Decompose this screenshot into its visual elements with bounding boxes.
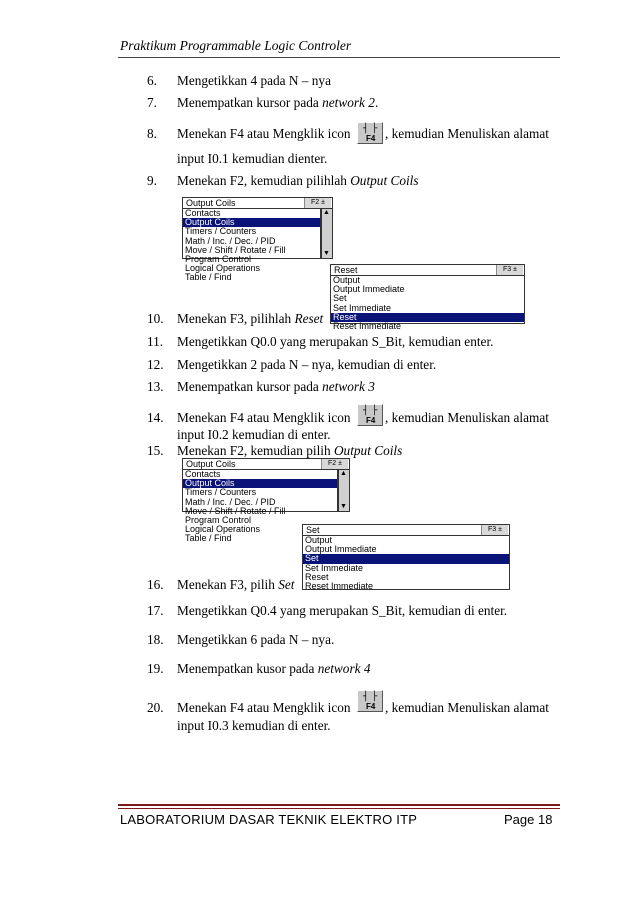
step-16 bbox=[147, 577, 294, 593]
dropdown-option[interactable]: Table / Find bbox=[185, 533, 232, 544]
step-9 bbox=[147, 173, 419, 189]
dropdown-options[interactable] bbox=[182, 208, 321, 283]
dropdown-option[interactable]: Math / Inc. / Dec. / PID bbox=[185, 235, 276, 246]
dropdown-value: Output Coils bbox=[186, 459, 236, 469]
dropdown-option[interactable]: Set Immediate bbox=[305, 562, 364, 573]
step-number: 17. bbox=[147, 603, 164, 618]
step-19 bbox=[147, 661, 371, 677]
f4-label: F4 bbox=[366, 416, 376, 425]
step-text: Menekan F4 atau Mengklik icon bbox=[177, 700, 351, 715]
instruction-category-dropdown[interactable] bbox=[182, 197, 333, 283]
dropdown-option[interactable]: Reset bbox=[331, 313, 524, 322]
step-text: Menekan F4 atau Mengklik icon bbox=[177, 410, 351, 425]
step-8 bbox=[147, 126, 351, 142]
step-14 bbox=[147, 410, 351, 426]
dropdown-option[interactable]: Output bbox=[305, 535, 333, 545]
step-emphasis: Output Coils bbox=[333, 443, 403, 458]
dropdown-option[interactable]: Reset Immediate bbox=[305, 580, 374, 591]
step-20-after: , kemudian Menuliskan alamat bbox=[385, 700, 549, 715]
step-text: Mengetikkan Q0.4 yang merupakan S_Bit, kemudian di enter. bbox=[177, 603, 508, 618]
footer-divider bbox=[118, 804, 560, 806]
step-8-after: , kemudian Menuliskan alamat bbox=[385, 126, 549, 141]
step-17 bbox=[147, 603, 507, 619]
dropdown-option[interactable]: Set Immediate bbox=[333, 302, 392, 313]
step-number: 12. bbox=[147, 357, 164, 372]
scrollbar[interactable] bbox=[321, 208, 333, 259]
dropdown-option[interactable]: Output bbox=[333, 275, 361, 285]
dropdown-option[interactable]: Math / Inc. / Dec. / PID bbox=[185, 496, 276, 507]
step-emphasis: network 2 bbox=[322, 95, 375, 110]
dropdown-fkey: F3 ± bbox=[481, 525, 508, 535]
step-text: Menekan F3, pilih bbox=[177, 577, 279, 592]
step-emphasis: Output Coils bbox=[350, 173, 419, 188]
dropdown-option[interactable]: Move / Shift / Rotate / Fill bbox=[185, 505, 286, 516]
step-text: Menekan F3, pilihlah bbox=[177, 311, 295, 326]
step-number: 14. bbox=[147, 410, 164, 425]
contact-symbol: ┤ ├ bbox=[363, 406, 377, 416]
step-20 bbox=[147, 700, 351, 716]
step-text: Menempatkan kursor pada bbox=[177, 95, 323, 110]
step-7 bbox=[147, 95, 378, 111]
dropdown-option[interactable]: Set bbox=[303, 554, 509, 563]
step-14-after: , kemudian Menuliskan alamat bbox=[385, 410, 549, 425]
dropdown-option[interactable]: Program Control bbox=[185, 514, 252, 525]
scroll-up-icon[interactable]: ▲ bbox=[323, 209, 330, 216]
contact-symbol: ┤ ├ bbox=[363, 692, 377, 702]
step-11 bbox=[147, 334, 493, 350]
f4-label: F4 bbox=[366, 702, 376, 711]
step-number: 11. bbox=[147, 334, 164, 349]
dropdown-option[interactable]: Timers / Counters bbox=[185, 226, 257, 237]
dropdown-option[interactable]: Reset Immediate bbox=[333, 320, 402, 331]
dropdown-option[interactable]: Output Immediate bbox=[333, 284, 405, 295]
step-13 bbox=[147, 379, 375, 395]
step-8-continuation: input I0.1 kemudian dienter. bbox=[177, 151, 328, 166]
footer-divider-thin bbox=[118, 808, 560, 809]
footer-lab-name: LABORATORIUM DASAR TEKNIK ELEKTRO ITP bbox=[120, 812, 418, 827]
dropdown-option[interactable]: Logical Operations bbox=[185, 524, 261, 535]
step-number: 13. bbox=[147, 379, 164, 394]
dropdown-value: Output Coils bbox=[186, 198, 236, 208]
step-20-continuation: input I0.3 kemudian di enter. bbox=[177, 718, 331, 733]
dropdown-option[interactable]: Contacts bbox=[185, 469, 221, 479]
dropdown-option[interactable]: Table / Find bbox=[185, 272, 232, 283]
step-number: 9. bbox=[147, 173, 157, 188]
f4-label: F4 bbox=[366, 134, 376, 143]
dropdown-value: Reset bbox=[334, 265, 358, 275]
scroll-up-icon[interactable]: ▲ bbox=[340, 470, 347, 477]
dropdown-option[interactable]: Output Coils bbox=[183, 479, 337, 488]
step-emphasis: Reset bbox=[294, 311, 324, 326]
dropdown-option[interactable]: Move / Shift / Rotate / Fill bbox=[185, 244, 286, 255]
step-emphasis: network 3 bbox=[322, 379, 375, 394]
step-number: 7. bbox=[147, 95, 157, 110]
dropdown-option[interactable]: Reset bbox=[305, 571, 329, 582]
dropdown-value: Set bbox=[306, 525, 320, 535]
contact-button-icon[interactable] bbox=[357, 690, 383, 712]
step-text: Mengetikkan Q0.0 yang merupakan S_Bit, kemudian enter. bbox=[177, 334, 494, 349]
dropdown-fkey: F2 ± bbox=[321, 459, 348, 469]
step-14-continuation: input I0.2 kemudian di enter. bbox=[177, 427, 331, 442]
step-text: Mengetikkan 2 pada N – nya, kemudian di enter. bbox=[177, 357, 437, 372]
step-15 bbox=[147, 443, 402, 459]
scroll-down-icon[interactable]: ▼ bbox=[323, 250, 330, 257]
step-text: Menekan F2, kemudian pilihlah bbox=[177, 173, 351, 188]
scrollbar[interactable] bbox=[338, 469, 350, 512]
header-divider bbox=[118, 57, 560, 58]
step-emphasis: network 4 bbox=[317, 661, 371, 676]
step-10 bbox=[147, 311, 323, 327]
step-text: Menekan F4 atau Mengklik icon bbox=[177, 126, 351, 141]
coil-type-dropdown[interactable] bbox=[302, 524, 510, 590]
step-text: Menempatkan kursor pada bbox=[177, 379, 323, 394]
step-number: 20. bbox=[147, 700, 164, 715]
step-number: 19. bbox=[147, 661, 164, 676]
step-text: Menekan F2, kemudian pilih bbox=[177, 443, 334, 458]
dropdown-option[interactable]: Logical Operations bbox=[185, 263, 261, 274]
dropdown-fkey: F2 ± bbox=[304, 198, 331, 208]
scroll-down-icon[interactable]: ▼ bbox=[340, 503, 347, 510]
step-number: 10. bbox=[147, 311, 164, 326]
dropdown-option[interactable]: Output Coils bbox=[183, 218, 320, 227]
contact-button-icon[interactable] bbox=[357, 122, 383, 144]
step-tail: . bbox=[374, 95, 379, 110]
dropdown-fkey: F3 ± bbox=[496, 265, 523, 275]
dropdown-options[interactable] bbox=[302, 535, 510, 590]
step-number: 6. bbox=[147, 73, 157, 88]
contact-button-icon[interactable] bbox=[357, 404, 383, 426]
page-number: Page 18 bbox=[504, 812, 553, 827]
step-text: Mengetikkan 6 pada N – nya. bbox=[177, 632, 335, 647]
dropdown-option[interactable]: Set bbox=[333, 293, 347, 304]
dropdown-option[interactable]: Contacts bbox=[185, 208, 221, 218]
page-header: Praktikum Programmable Logic Controler bbox=[120, 38, 352, 53]
dropdown-option[interactable]: Program Control bbox=[185, 253, 252, 264]
step-text: Menempatkan kusor pada bbox=[177, 661, 318, 676]
step-number: 18. bbox=[147, 632, 164, 647]
dropdown-option[interactable]: Timers / Counters bbox=[185, 487, 257, 498]
step-18 bbox=[147, 632, 334, 648]
contact-symbol: ┤ ├ bbox=[363, 124, 377, 134]
step-emphasis: Set bbox=[278, 577, 295, 592]
coil-type-dropdown[interactable] bbox=[330, 264, 525, 331]
step-text: Mengetikkan 4 pada N – nya bbox=[177, 73, 331, 88]
dropdown-option[interactable]: Output Immediate bbox=[305, 544, 377, 555]
step-number: 8. bbox=[147, 126, 157, 141]
step-number: 16. bbox=[147, 577, 164, 592]
step-12 bbox=[147, 357, 436, 373]
step-number: 15. bbox=[147, 443, 164, 458]
step-6 bbox=[147, 73, 331, 89]
dropdown-options[interactable] bbox=[330, 275, 525, 331]
